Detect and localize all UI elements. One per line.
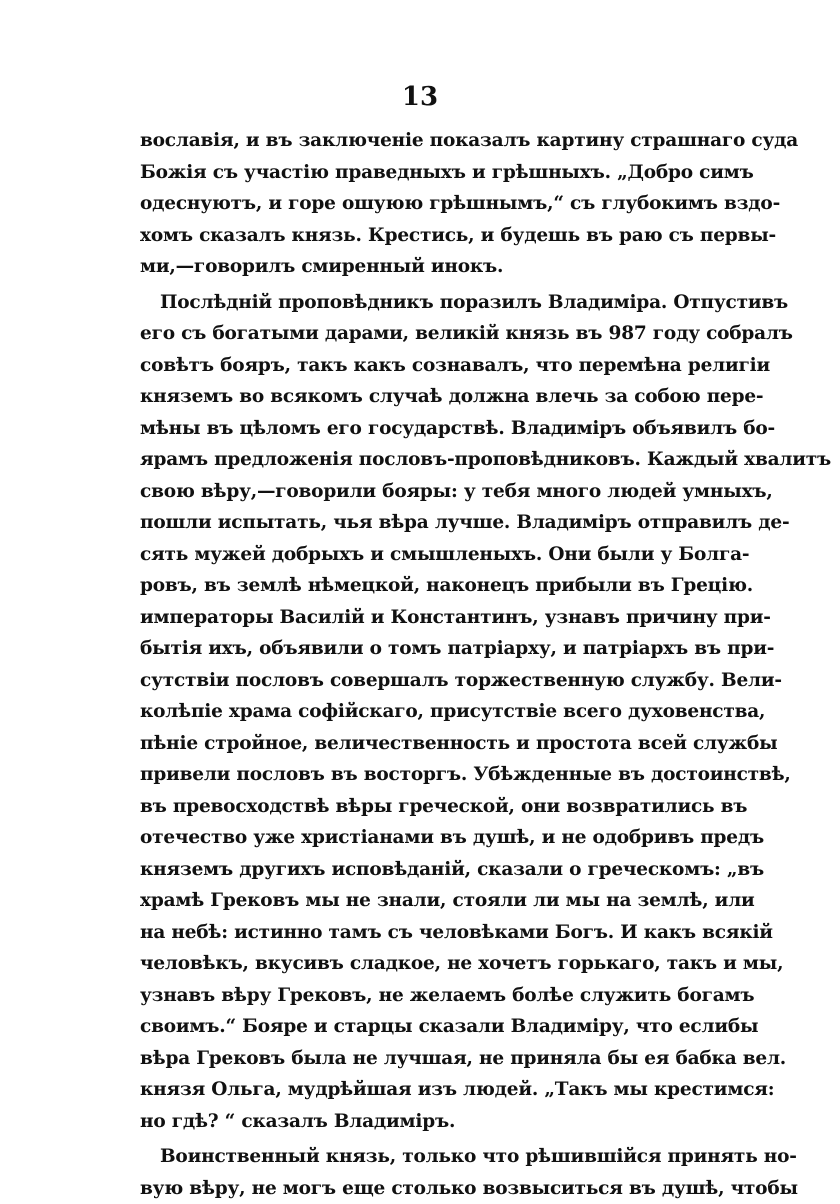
paragraph-1 bbox=[140, 125, 705, 283]
text-line: совѣтъ бояръ, такъ какъ сознавалъ, что перемѣна религіи bbox=[140, 350, 705, 382]
text-line: но гдѣ? “ сказалъ Владиміръ. bbox=[140, 1106, 705, 1138]
text-line: вѣра Грековъ была не лучшая, не приняла бы ея бабка вел. bbox=[140, 1043, 705, 1075]
text-line: князя Ольга, мудрѣйшая изъ людей. „Такъ мы крестимся: bbox=[140, 1074, 705, 1106]
text-line: одеснуютъ, и горе ошуюю грѣшнымъ,“ съ глубокимъ вздо- bbox=[140, 188, 705, 220]
text-line: вославія, и въ заключеніе показалъ картину страшнаго суда bbox=[140, 125, 705, 157]
text-line: сять мужей добрыхъ и смышленыхъ. Они были у Болга- bbox=[140, 539, 705, 571]
text-line: мѣны въ цѣломъ его государствѣ. Владиміръ объявилъ бо- bbox=[140, 413, 705, 445]
text-line: ми,—говорилъ смиренный инокъ. bbox=[140, 251, 705, 283]
paragraph-3 bbox=[140, 1141, 705, 1204]
page-number: 13 bbox=[0, 82, 840, 112]
text-line: на небѣ: истинно тамъ съ человѣками Богъ. И какъ всякій bbox=[140, 917, 705, 949]
paragraph-2 bbox=[140, 287, 705, 1138]
text-line: въ превосходствѣ вѣры греческой, они возвратились въ bbox=[140, 791, 705, 823]
text-line: храмѣ Грековъ мы не знали, стояли ли мы на землѣ, или bbox=[140, 885, 705, 917]
text-line: хомъ сказалъ князь. Крестись, и будешь въ раю съ первы- bbox=[140, 220, 705, 252]
text-line: ровъ, въ землѣ нѣмецкой, наконецъ прибыли въ Грецію. bbox=[140, 570, 705, 602]
text-line: Послѣдній проповѣдникъ поразилъ Владиміра. Отпустивъ bbox=[140, 287, 705, 319]
text-line: пошли испытать, чья вѣра лучше. Владиміръ отправилъ де- bbox=[140, 507, 705, 539]
text-line: человѣкъ, вкусивъ сладкое, не хочетъ горькаго, такъ и мы, bbox=[140, 948, 705, 980]
text-line: своимъ.“ Бояре и старцы сказали Владиміру, что еслибы bbox=[140, 1011, 705, 1043]
text-line: княземъ другихъ исповѣданій, сказали о греческомъ: „въ bbox=[140, 854, 705, 886]
text-line: свою вѣру,—говорили бояры: у тебя много людей умныхъ, bbox=[140, 476, 705, 508]
text-line: бытія ихъ, объявили о томъ патріарху, и патріархъ въ при- bbox=[140, 633, 705, 665]
text-line: колѣпіе храма софійскаго, присутствіе всего духовенства, bbox=[140, 696, 705, 728]
text-line: княземъ во всякомъ случаѣ должна влечь за собою пере- bbox=[140, 381, 705, 413]
text-line: узнавъ вѣру Грековъ, не желаемъ болѣе служить богамъ bbox=[140, 980, 705, 1012]
body-text bbox=[140, 125, 705, 1204]
text-line: вую вѣру, не могъ еще столько возвыситься въ душѣ, чтобы bbox=[140, 1173, 705, 1204]
text-line: Божія съ участію праведныхъ и грѣшныхъ. „Добро симъ bbox=[140, 157, 705, 189]
text-line: ярамъ предложенія пословъ-проповѣдниковъ. Каждый хвалитъ bbox=[140, 444, 705, 476]
text-line: Воинственный князь, только что рѣшившійся принять но- bbox=[140, 1141, 705, 1173]
text-line: пѣніе стройное, величественность и простота всей службы bbox=[140, 728, 705, 760]
text-line: сутствіи пословъ совершалъ торжественную службу. Вели- bbox=[140, 665, 705, 697]
text-line: привели пословъ въ восторгъ. Убѣжденные въ достоинствѣ, bbox=[140, 759, 705, 791]
text-line: императоры Василій и Константинъ, узнавъ причину при- bbox=[140, 602, 705, 634]
text-line: отечество уже христіанами въ душѣ, и не одобривъ предъ bbox=[140, 822, 705, 854]
text-line: его съ богатыми дарами, великій князь въ 987 году собралъ bbox=[140, 318, 705, 350]
